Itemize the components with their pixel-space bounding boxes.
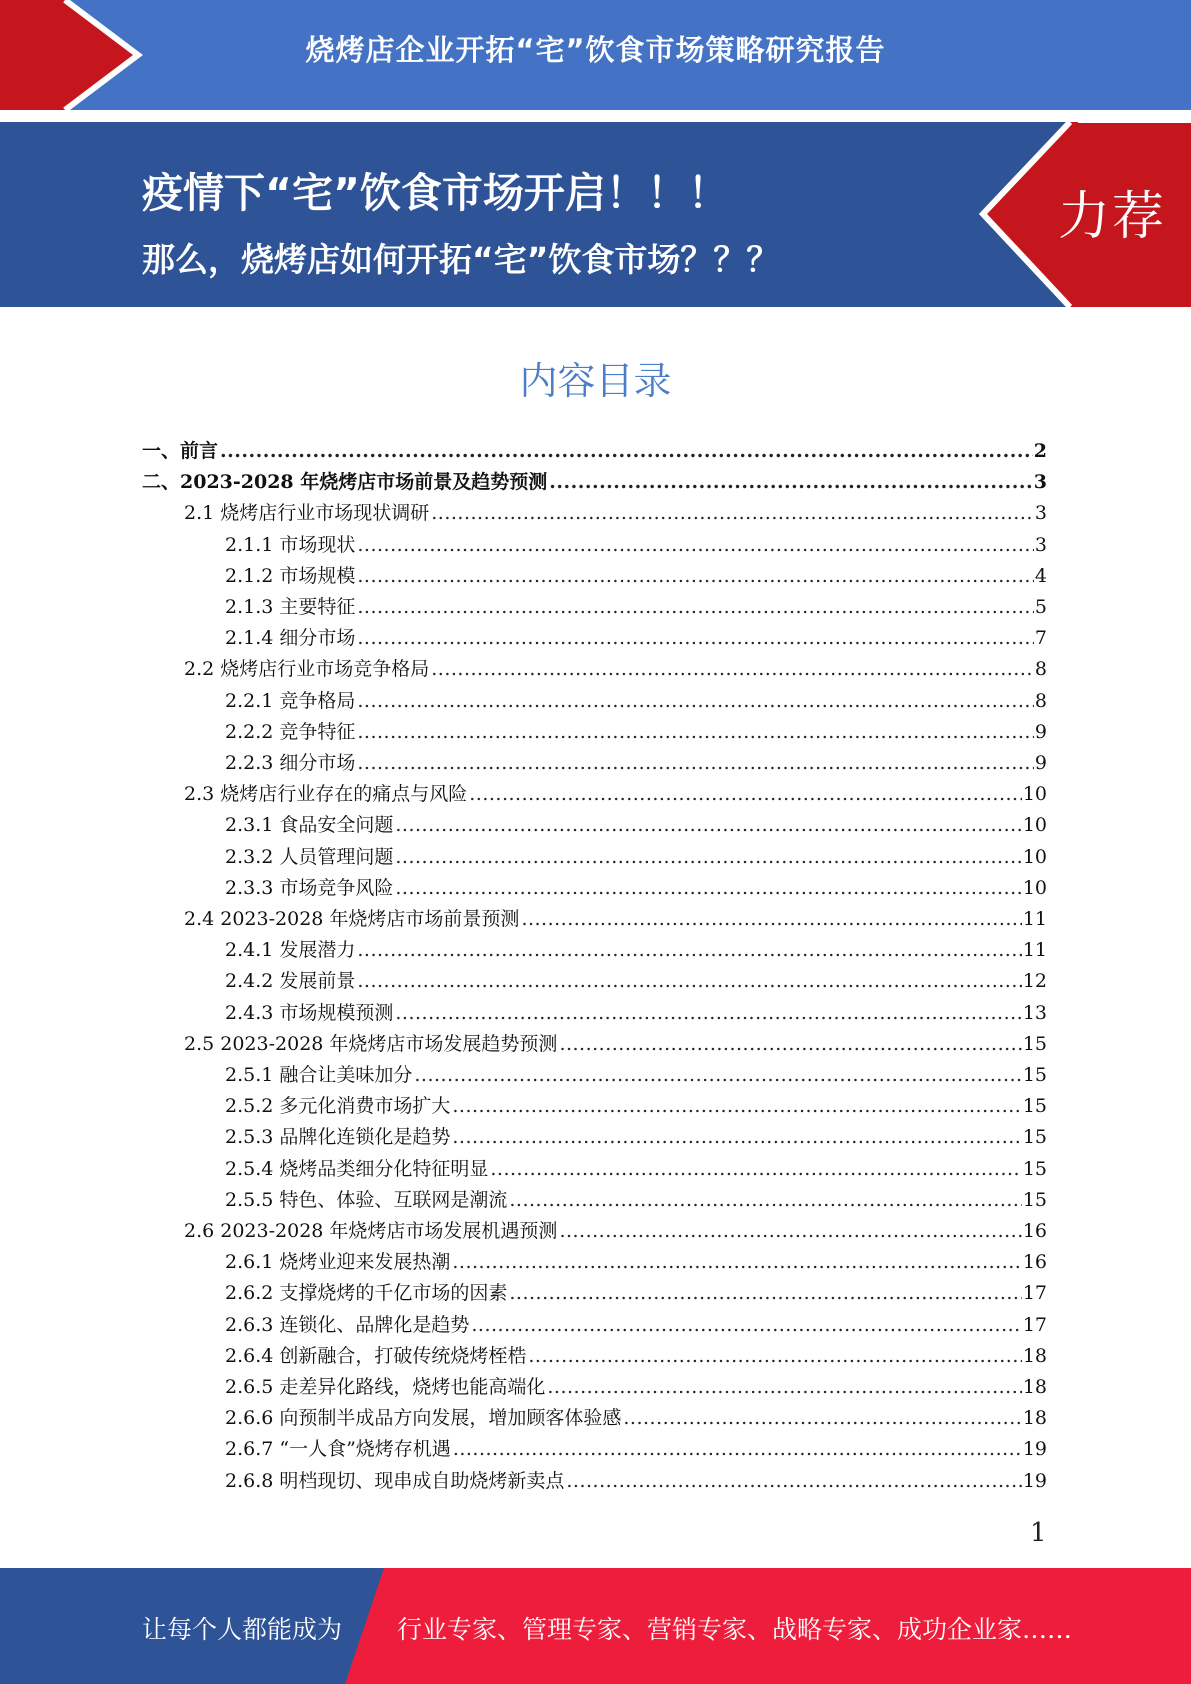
toc-entry-page: 3: [1034, 533, 1047, 556]
toc-entry-label: 2.6.2 支撑烧烤的千亿市场的因素: [225, 1282, 508, 1305]
toc-dot-leader: [357, 627, 1034, 649]
toc-entry-page: 10: [1022, 845, 1047, 868]
toc-entry-page: 18: [1022, 1407, 1047, 1430]
toc-dot-leader: [469, 783, 1022, 805]
hero-banner: [0, 122, 1191, 307]
toc-dot-leader: [395, 877, 1021, 899]
footer-slogan-right: 行业专家、管理专家、营销专家、战略专家、成功企业家……: [397, 1615, 1073, 1644]
toc-dot-leader: [357, 534, 1034, 556]
toc-entry[interactable]: [225, 1310, 1047, 1341]
report-title: 烧烤店企业开拓“宅”饮食市场策略研究报告: [305, 33, 886, 67]
toc-dot-leader: [623, 1407, 1021, 1429]
toc-dot-leader: [357, 970, 1021, 992]
toc-dot-leader: [521, 908, 1021, 930]
toc-dot-leader: [395, 846, 1021, 868]
toc-entry-label: 2.5.4 烧烤品类细分化特征明显: [225, 1157, 489, 1180]
toc-dot-leader: [490, 1158, 1021, 1180]
toc-entry-label: 2.6.5 走差异化路线，烧烤也能高端化: [225, 1376, 546, 1398]
toc-entry-label: 2.2.3 细分市场: [225, 752, 356, 774]
toc-dot-leader: [509, 1189, 1021, 1211]
toc-entry-page: 7: [1034, 627, 1047, 650]
toc-dot-leader: [414, 1064, 1021, 1086]
toc-dot-leader: [549, 471, 1033, 493]
toc-entry[interactable]: [184, 1029, 1047, 1060]
toc-entry[interactable]: [225, 686, 1047, 717]
toc-entry-page: 16: [1022, 1220, 1047, 1242]
toc-entry[interactable]: [225, 717, 1047, 748]
toc-dot-leader: [431, 502, 1034, 524]
toc-entry-page: 19: [1022, 1469, 1047, 1492]
toc-entry-label: 2.6 2023-2028 年烧烤店市场发展机遇预测: [184, 1220, 558, 1242]
toc-dot-leader: [357, 752, 1034, 774]
toc-entry[interactable]: [184, 1216, 1047, 1247]
toc-entry[interactable]: [184, 779, 1047, 810]
toc-entry-label: 2.1.3 主要特征: [225, 596, 356, 618]
toc-entry[interactable]: [225, 810, 1047, 841]
toc-entry[interactable]: [225, 623, 1047, 654]
toc-entry-page: 18: [1022, 1344, 1047, 1367]
toc-dot-leader: [357, 690, 1034, 712]
toc-entry[interactable]: [225, 561, 1047, 592]
toc-entry[interactable]: [225, 873, 1047, 904]
toc-entry[interactable]: [225, 1122, 1047, 1153]
toc-entry-page: 8: [1034, 689, 1047, 712]
toc-title: 内容目录: [519, 359, 672, 403]
toc-entry-page: 10: [1022, 783, 1047, 806]
toc-entry-label: 2.3.2 人员管理问题: [225, 845, 394, 868]
toc-entry-label: 2.1.2 市场规模: [225, 564, 356, 587]
toc-entry[interactable]: [225, 1434, 1047, 1465]
toc-entry[interactable]: [225, 966, 1047, 997]
top-banner: [0, 0, 1191, 110]
toc-entry[interactable]: [225, 998, 1047, 1029]
toc-entry[interactable]: [225, 1372, 1047, 1403]
toc-entry-label: 2.6.4 创新融合，打破传统烧烤桎梏: [225, 1344, 527, 1367]
toc-entry[interactable]: [225, 935, 1047, 966]
toc-entry-label: 2.6.1 烧烤业迎来发展热潮: [225, 1251, 451, 1274]
toc-dot-leader: [559, 1033, 1021, 1055]
toc-entry-page: 10: [1022, 876, 1047, 899]
toc-entry-page: 16: [1022, 1251, 1047, 1274]
toc-entry-label: 一、前言: [142, 440, 219, 462]
toc-entry[interactable]: [225, 1341, 1047, 1372]
toc-entry-page: 11: [1022, 939, 1047, 962]
toc-entry-page: 15: [1022, 1157, 1047, 1180]
toc-dot-leader: [452, 1126, 1021, 1148]
toc-entry-page: 9: [1034, 720, 1047, 743]
toc-entry-page: 4: [1034, 564, 1047, 587]
toc-entry-page: 12: [1022, 970, 1047, 993]
toc-entry-label: 2.4.1 发展潜力: [225, 939, 356, 962]
toc-dot-leader: [357, 565, 1034, 587]
toc-entry[interactable]: [225, 842, 1047, 873]
toc-dot-leader: [452, 1095, 1021, 1117]
hero-subheadline: 那么，烧烤店如何开拓“宅”饮食市场？？？: [142, 240, 780, 279]
toc-entry-page: 17: [1022, 1313, 1047, 1336]
toc-entry-label: 2.6.3 连锁化、品牌化是趋势: [225, 1313, 470, 1336]
toc-dot-leader: [528, 1345, 1021, 1367]
toc-entry[interactable]: [184, 654, 1047, 685]
toc-entry-label: 2.6.6 向预制半成品方向发展，增加顾客体验感: [225, 1407, 622, 1430]
toc-entry-page: 13: [1022, 1001, 1047, 1024]
toc-entry-label: 2.4.3 市场规模预测: [225, 1001, 394, 1024]
toc-entry-page: 10: [1022, 814, 1047, 837]
toc-entry-label: 2.3.1 食品安全问题: [225, 814, 394, 837]
toc-entry[interactable]: [184, 498, 1047, 529]
toc-entry-page: 2: [1033, 440, 1047, 462]
toc-entry[interactable]: [225, 1278, 1047, 1309]
toc-entry-label: 二、2023-2028 年烧烤店市场前景及趋势预测: [142, 471, 548, 494]
toc-entry[interactable]: [225, 1091, 1047, 1122]
toc-entry-label: 2.2.1 竞争格局: [225, 689, 356, 712]
toc-entry[interactable]: [142, 467, 1047, 498]
toc-dot-leader: [220, 440, 1033, 462]
toc-dot-leader: [357, 939, 1021, 961]
hero-headline: 疫情下“宅”饮食市场开启！！！: [142, 169, 729, 217]
toc-entry-page: 15: [1022, 1095, 1047, 1118]
page-number: 1: [1030, 1518, 1047, 1548]
toc-entry-label: 2.1.1 市场现状: [225, 533, 356, 556]
toc-entry-label: 2.2 烧烤店行业市场竞争格局: [184, 658, 430, 681]
toc-entry-label: 2.2.2 竞争特征: [225, 720, 356, 743]
toc-dot-leader: [395, 814, 1021, 836]
toc-dot-leader: [453, 1438, 1022, 1460]
toc-entry-label: 2.3.3 市场竞争风险: [225, 876, 394, 899]
toc-entry[interactable]: [225, 748, 1047, 779]
toc-dot-leader: [559, 1220, 1021, 1242]
footer: [0, 1568, 1191, 1684]
toc-dot-leader: [395, 1002, 1021, 1024]
toc-entry-label: 2.1.4 细分市场: [225, 627, 356, 650]
toc-entry-label: 2.5.1 融合让美味加分: [225, 1064, 413, 1086]
toc-entry-page: 15: [1022, 1188, 1047, 1211]
toc-entry[interactable]: [225, 1185, 1047, 1216]
toc-entry-label: 2.5.3 品牌化连锁化是趋势: [225, 1126, 451, 1149]
toc-entry-label: 2.6.8 明档现切、现串成自助烧烤新卖点: [225, 1469, 565, 1492]
toc-entry[interactable]: [225, 1060, 1047, 1091]
toc-entry[interactable]: [225, 592, 1047, 623]
toc-entry-label: 2.5.2 多元化消费市场扩大: [225, 1095, 451, 1118]
toc-entry-page: 3: [1034, 502, 1047, 525]
toc-entry-label: 2.6.7 “一人食”烧烤存机遇: [225, 1438, 451, 1461]
toc-dot-leader: [547, 1376, 1021, 1398]
toc-dot-leader: [431, 658, 1034, 680]
toc-dot-leader: [357, 721, 1034, 743]
toc-entry[interactable]: [225, 530, 1047, 561]
toc-entry-page: 17: [1022, 1282, 1047, 1305]
toc-entry-page: 15: [1022, 1032, 1047, 1055]
toc-entry[interactable]: [225, 1154, 1047, 1185]
toc-dot-leader: [357, 596, 1034, 618]
toc-entry-page: 15: [1022, 1064, 1047, 1086]
toc-entry[interactable]: [142, 436, 1047, 467]
toc-entry-page: 15: [1022, 1126, 1047, 1149]
toc-dot-leader: [471, 1314, 1021, 1336]
toc-entry[interactable]: [225, 1403, 1047, 1434]
toc-entry-label: 2.5 2023-2028 年烧烤店市场发展趋势预测: [184, 1032, 558, 1055]
toc-entry[interactable]: [225, 1466, 1047, 1497]
recommend-badge: 力荐: [1058, 187, 1167, 247]
toc-entry-label: 2.4 2023-2028 年烧烤店市场前景预测: [184, 908, 520, 930]
toc-entry-label: 2.3 烧烤店行业存在的痛点与风险: [184, 783, 468, 806]
toc-entry-page: 11: [1022, 908, 1047, 930]
toc-entry-page: 5: [1034, 596, 1047, 618]
toc-entry-page: 3: [1033, 471, 1047, 494]
toc-dot-leader: [509, 1282, 1021, 1304]
toc-entry-page: 9: [1034, 752, 1047, 774]
toc-entry-page: 8: [1034, 658, 1047, 681]
toc-dot-leader: [452, 1251, 1021, 1273]
toc-dot-leader: [566, 1470, 1021, 1492]
toc-entry[interactable]: [225, 1247, 1047, 1278]
toc-entry[interactable]: [184, 904, 1047, 935]
toc-entry-label: 2.4.2 发展前景: [225, 970, 356, 993]
toc-entry-label: 2.1 烧烤店行业市场现状调研: [184, 502, 430, 525]
toc-entry-page: 19: [1022, 1438, 1047, 1461]
footer-slogan-left: 让每个人都能成为: [142, 1615, 343, 1644]
toc-entry-label: 2.5.5 特色、体验、互联网是潮流: [225, 1188, 508, 1211]
toc-entry-page: 18: [1022, 1376, 1047, 1398]
